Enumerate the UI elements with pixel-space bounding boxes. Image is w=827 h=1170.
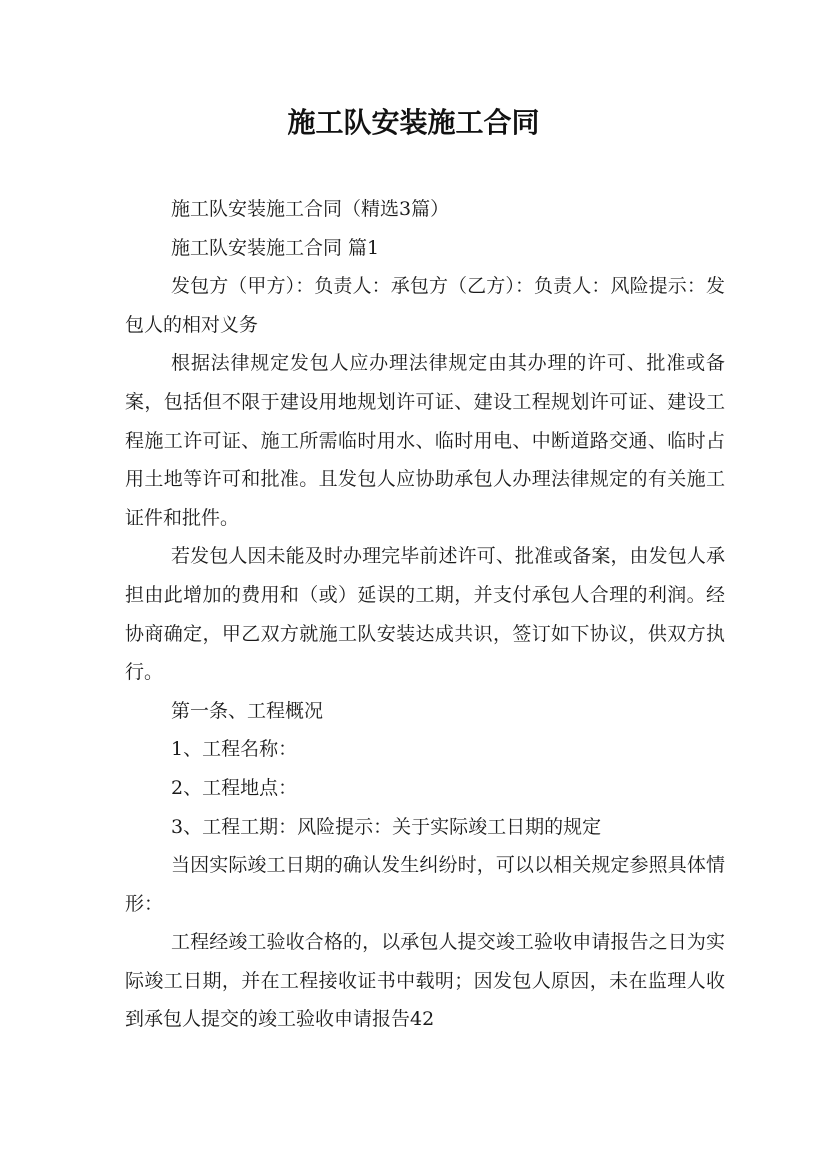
paragraph-subtitle: 施工队安装施工合同（精选3篇）	[171, 198, 450, 220]
document-title: 施工队安装施工合同	[287, 106, 540, 139]
paragraph-project-duration: 3、工程工期：风险提示：关于实际竣工日期的规定	[171, 815, 602, 838]
paragraph-section-heading: 施工队安装施工合同 篇1	[171, 236, 380, 259]
document-body	[125, 190, 725, 1039]
paragraph-liability: 若发包人因未能及时办理完毕前述许可、批准或备案，由发包人承担由此增加的费用和（或）延误的工期，并支付承包人合理的利润。经协商确定，甲乙双方就施工队安装达成共识，签订如下协议，供双方执行。	[125, 545, 725, 684]
paragraph-project-name: 1、工程名称：	[171, 738, 298, 761]
paragraph-article-1: 第一条、工程概况	[171, 699, 324, 722]
paragraph-completion-acceptance: 工程经竣工验收合格的，以承包人提交竣工验收申请报告之日为实际竣工日期，并在工程接收证书中载明；因发包人原因，未在监理人收到承包人提交的竣工验收申请报告42	[125, 931, 725, 1031]
paragraph-parties: 发包方（甲方）：负责人：承包方（乙方）：负责人：风险提示：发包人的相对义务	[125, 275, 725, 336]
paragraph-project-location: 2、工程地点：	[171, 776, 298, 799]
paragraph-completion-dispute: 当因实际竣工日期的确认发生纠纷时，可以以相关规定参照具体情形：	[125, 854, 725, 915]
paragraph-permits: 根据法律规定发包人应办理法律规定由其办理的许可、批准或备案，包括但不限于建设用地规划许可证、建设工程规划许可证、建设工程施工许可证、施工所需临时用水、临时用电、中断道路交通、临时占用土地等许可和批准。且发包人应协助承包人办理法律规定的有关施工证件和批件。	[125, 352, 725, 529]
